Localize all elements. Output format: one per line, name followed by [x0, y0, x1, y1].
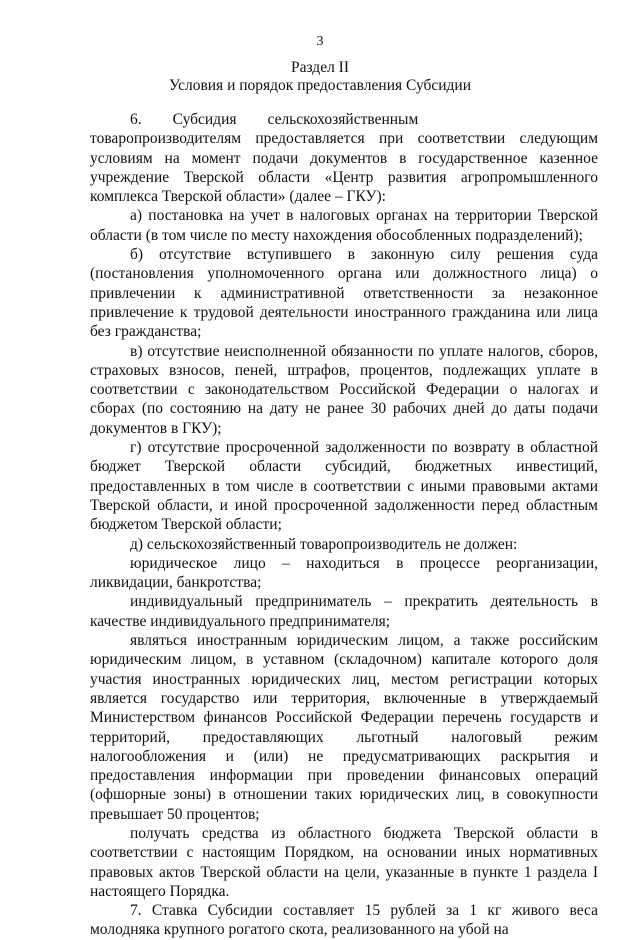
paragraph-7: 7. Ставка Субсидии составляет 15 рублей за 1 кг живого веса молодняка крупного рогатого скота, реализованного на убой на [90, 902, 598, 939]
document-body [90, 110, 598, 940]
paragraph-6v: в) отсутствие неисполненной обязанности по уплате налогов, сборов, страховых взносов, пеней, штрафов, процентов, подлежащих уплате в соответствии с законодательством Российской Федерации о налогах и сборах (по состоянию на дату не ранее 30 рабочих дней до даты подачи документов в ГКУ); [90, 342, 598, 437]
paragraph-6d: д) сельскохозяйственный товаропроизводитель не должен: [130, 535, 518, 553]
section-subtitle: Условия и порядок предоставления Субсидии [168, 77, 472, 94]
paragraph-6b: б) отсутствие вступившего в законную силу решения суда (постановления уполномоченного органа или должностного лица) о привлечении к административной ответственности за незаконное привлечение к трудовой деятельности иностранного гражданина или лица без гражданства; [90, 246, 598, 341]
paragraph-entrepreneur: индивидуальный предприниматель – прекратить деятельность в качестве индивидуального предпринимателя; [90, 593, 598, 630]
section-title: Раздел II [290, 59, 350, 76]
paragraph-regional-funds: получать средства из областного бюджета Тверской области в соответствии с настоящим Порядком, на основании иных нормативных правовых актов Тверской области на цели, указанные в пункте 1 раздела I настоящего Порядка. [90, 824, 598, 900]
paragraph-legal-entity: юридическое лицо – находиться в процессе реорганизации, ликвидации, банкротства; [90, 554, 598, 592]
paragraph-6a: а) постановка на учет в налоговых органах на территории Тверской области (в том числе по месту нахождения обособленных подразделений); [90, 207, 598, 244]
paragraph-6g: г) отсутствие просроченной задолженности по возврату в областной бюджет Тверской области субсидий, бюджетных инвестиций, предоставленных в том числе в соответствии с иными правовыми актами Тверской области, и иной просроченной задолженности перед областным бюджетом Тверской области; [90, 439, 598, 534]
paragraph-6: 6. Субсидия сельскохозяйственным товаропроизводителям предоставляется при соответствии следующим условиям на момент подачи документов в государственное казенное учреждение Тверской области «Центр развития агропромышленного комплекса Тверской области» (далее – ГКУ): [90, 111, 598, 206]
page-number: 3 [316, 34, 324, 49]
paragraph-foreign-entity: являться иностранным юридическим лицом, а также российским юридическим лицом, в уставном (складочном) капитале которого доля участия иностранных юридических лиц, местом регистрации которых является государство или территория, включенные в утверждаемый Министерством финансов Российской Федерации перечень государств и территорий, предоставляющих льготный налоговый режим налогообложения и (или) не предусматривающих раскрытия и предоставления информации при проведении финансовых операций (офшорные зоны) в отношении таких юридических лиц, в совокупности превышает 50 процентов; [90, 632, 598, 823]
